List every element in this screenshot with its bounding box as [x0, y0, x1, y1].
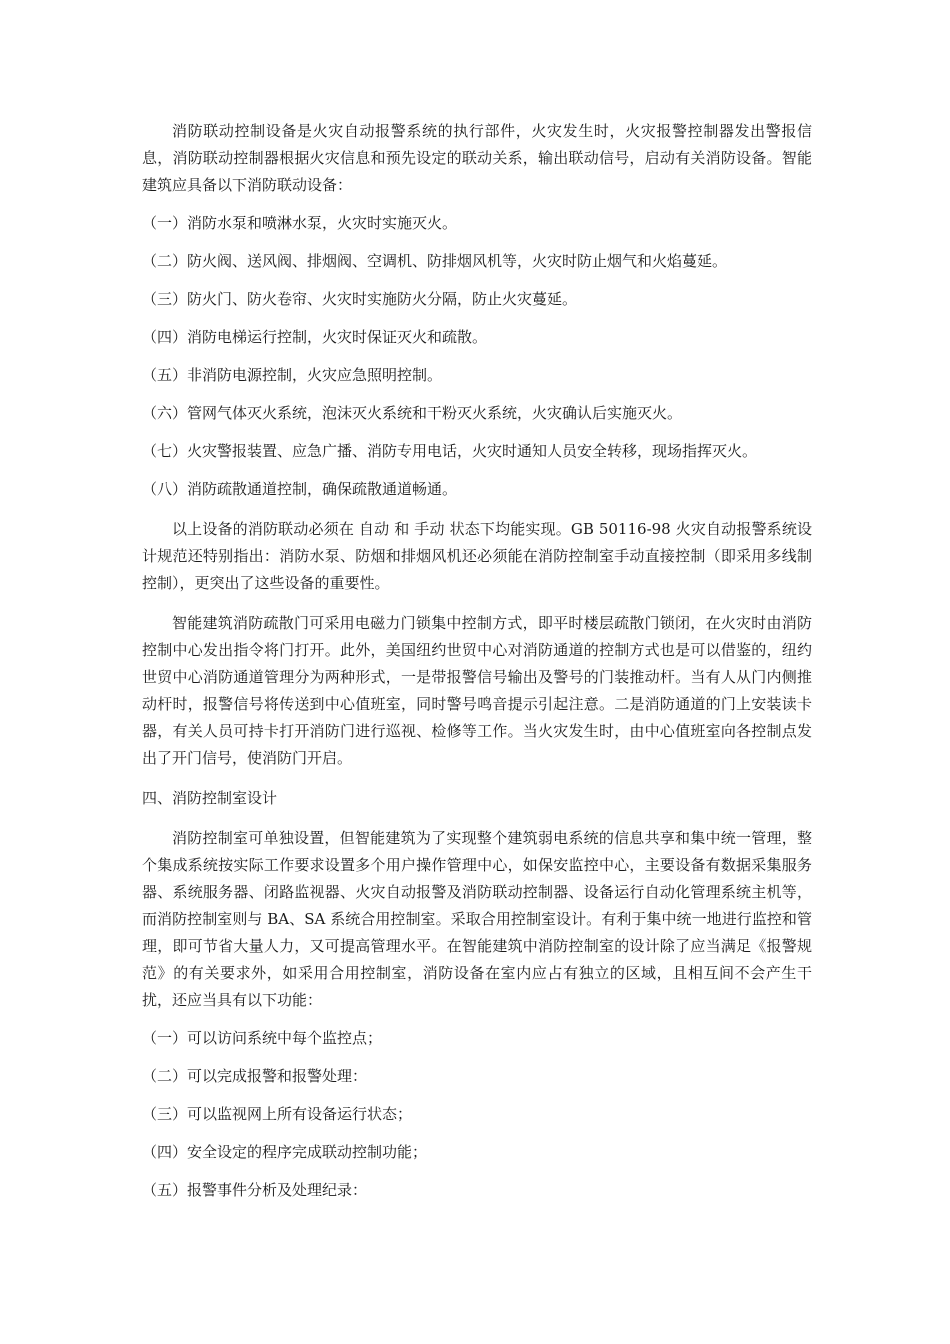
gb-standard-paragraph: 以上设备的消防联动必须在 自动 和 手动 状态下均能实现。GB 50116-98 火灾自动报警系统设计规范还特别指出：消防水泵、防烟和排烟风机还必须能在消防控制室手动直接控制（即采用多线制控制），更突出了这些设备的重要性。 [142, 520, 812, 592]
equipment-item-7: （七）火灾警报装置、应急广播、消防专用电话，火灾时通知人员安全转移，现场指挥灭火。 [142, 442, 758, 460]
equipment-item-3: （三）防火门、防火卷帘、火灾时实施防火分隔，防止火灾蔓延。 [142, 290, 578, 308]
equipment-item-4: （四）消防电梯运行控制，火灾时保证灭火和疏散。 [142, 328, 488, 346]
function-item-2: （二）可以完成报警和报警处理： [142, 1067, 368, 1085]
section-heading: 四、消防控制室设计 [142, 789, 278, 807]
document-page [142, 118, 812, 1204]
evacuation-door-paragraph: 智能建筑消防疏散门可采用电磁力门锁集中控制方式，即平时楼层疏散门锁闭，在火灾时由消防控制中心发出指令将门打开。此外，美国纽约世贸中心对消防通道的控制方式也是可以借鉴的，纽约世贸中心消防通道管理分为两种形式，一是带报警信号输出及警号的门装推动杆。当有人从门内侧推动杆时，报警信号将传送到中心值班室，同时警号鸣音提示引起注意。二是消防通道的门上安装读卡器，有关人员可持卡打开消防门进行巡视、检修等工作。当火灾发生时，由中心值班室向各控制点发出了开门信号，使消防门开启。 [142, 614, 812, 767]
function-item-3: （三）可以监视网上所有设备运行状态； [142, 1105, 413, 1123]
equipment-item-6: （六）管网气体灭火系统，泡沫灭火系统和干粉灭火系统，火灾确认后实施灭火。 [142, 404, 683, 422]
equipment-item-1: （一）消防水泵和喷淋水泵，火灾时实施灭火。 [142, 214, 458, 232]
equipment-item-8: （八）消防疏散通道控制，确保疏散通道畅通。 [142, 480, 458, 498]
function-item-4: （四）安全设定的程序完成联动控制功能； [142, 1143, 428, 1161]
intro-paragraph: 消防联动控制设备是火灾自动报警系统的执行部件，火灾发生时，火灾报警控制器发出警报信息，消防联动控制器根据火灾信息和预先设定的联动关系，输出联动信号，启动有关消防设备。智能建筑应具备以下消防联动设备： [142, 122, 812, 194]
function-item-5: （五）报警事件分析及处理纪录： [142, 1181, 368, 1199]
equipment-item-2: （二）防火阀、送风阀、排烟阀、空调机、防排烟风机等，火灾时防止烟气和火焰蔓延。 [142, 252, 728, 270]
control-room-paragraph: 消防控制室可单独设置，但智能建筑为了实现整个建筑弱电系统的信息共享和集中统一管理，整个集成系统按实际工作要求设置多个用户操作管理中心，如保安监控中心，主要设备有数据采集服务器、系统服务器、闭路监视器、火灾自动报警及消防联动控制器、设备运行自动化管理系统主机等，而消防控制室则与 BA、SA 系统合用控制室。采取合用控制室设计。有利于集中统一地进行监控和管理，即可节省大量人力，又可提高管理水平。在智能建筑中消防控制室的设计除了应当满足《报警规范》的有关要求外，如采用合用控制室，消防设备在室内应占有独立的区域，且相互间不会产生干扰，还应当具有以下功能： [142, 829, 812, 1009]
function-item-1: （一）可以访问系统中每个监控点； [142, 1029, 383, 1047]
equipment-item-5: （五）非消防电源控制，火灾应急照明控制。 [142, 366, 443, 384]
